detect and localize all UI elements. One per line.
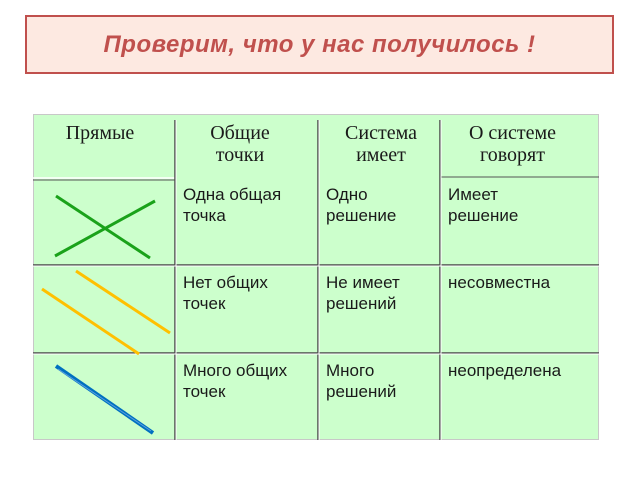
- cell-points-row3: Много общих точек: [183, 361, 288, 401]
- cell-system-said-row3: неопределена: [448, 361, 562, 380]
- parallel-lines-icon: [42, 271, 170, 354]
- page-title: Проверим, что у нас получилось !: [103, 30, 536, 58]
- intersecting-lines-icon: [55, 196, 155, 258]
- cell-system-has-row1: Одно решение: [326, 185, 397, 225]
- header-system-said: О системе говорят: [468, 122, 557, 166]
- cell-points-row1: Одна общая точка: [183, 185, 282, 225]
- cell-system-said-row1: Имеет решение: [448, 185, 519, 225]
- cell-system-said-row2: несовместна: [448, 273, 551, 292]
- header-common-points: Общие точки: [210, 122, 270, 166]
- cell-system-has-row2: Не имеет решений: [326, 273, 400, 313]
- header-system-has: Система имеет: [345, 122, 417, 166]
- coinciding-lines-icon: [56, 366, 153, 433]
- header-lines: Прямые: [65, 122, 135, 144]
- cell-system-has-row3: Много решений: [326, 361, 397, 401]
- cell-points-row2: Нет общих точек: [183, 273, 268, 313]
